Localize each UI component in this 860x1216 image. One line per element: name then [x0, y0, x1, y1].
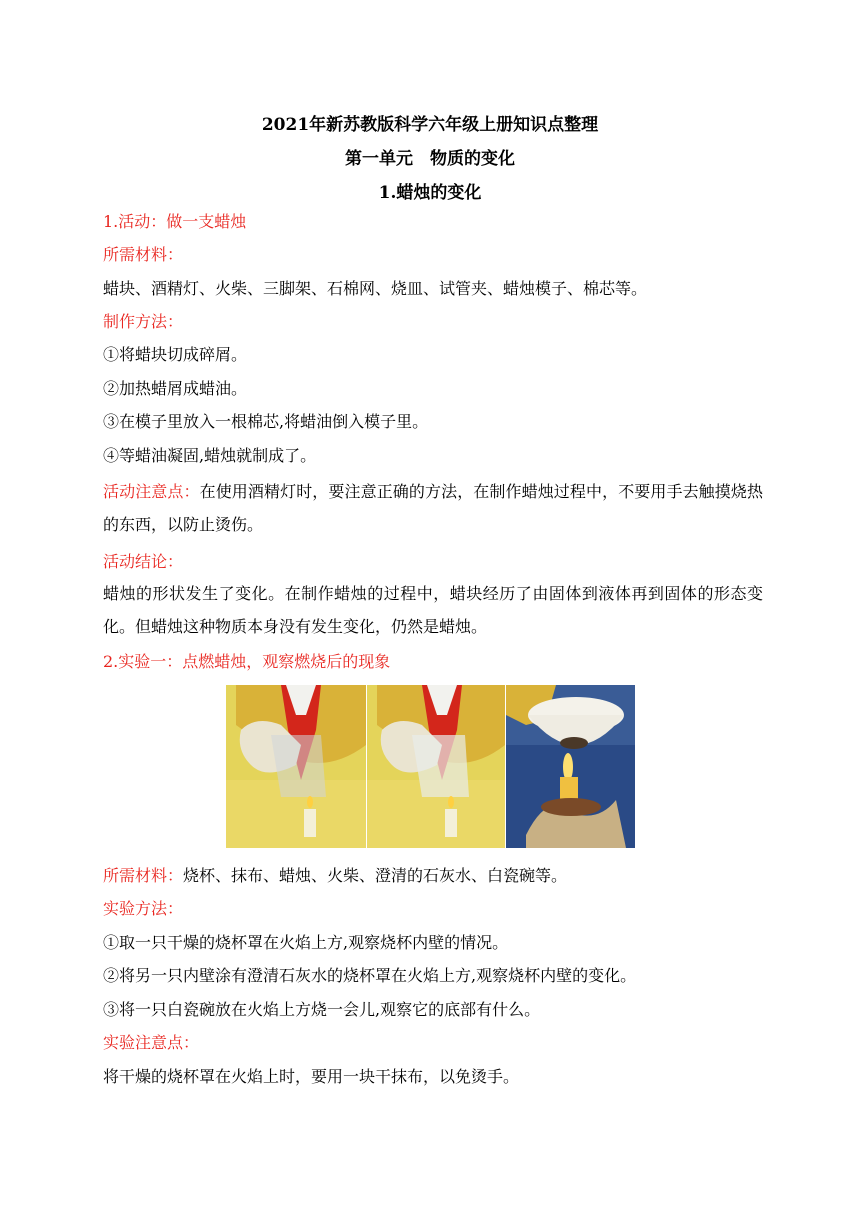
- experiment-step: ①取一只干燥的烧杯罩在火焰上方,观察烧杯内壁的情况。: [103, 933, 509, 952]
- experiment-caution-label: 实验注意点：: [103, 1033, 200, 1052]
- activity-conclusion-label: 活动结论：: [103, 552, 184, 571]
- beaker-over-candle-photo: [226, 685, 366, 848]
- lesson-heading: 1.蜡烛的变化: [378, 183, 482, 203]
- activity-step: ②加热蜡屑成蜡油。: [103, 379, 248, 398]
- experiment-materials-label: 所需材料：: [103, 866, 184, 885]
- activity-step: ③在模子里放入一根棉芯,将蜡油倒入模子里。: [103, 412, 429, 431]
- experiment-caution-text: 将干燥的烧杯罩在火焰上时，要用一块干抹布，以免烫手。: [103, 1067, 520, 1086]
- limewater-beaker-photo: [367, 685, 505, 848]
- activity-method-label: 制作方法：: [103, 312, 184, 331]
- activity-caution-text: 在使用酒精灯时，要注意正确的方法，在制作蜡烛过程中，不要用手去触摸烧热的东西，以防止烫伤。: [103, 482, 763, 534]
- activity-caution-label: 活动注意点：: [103, 482, 200, 501]
- experiment-heading: 2.实验一：点燃蜡烛，观察燃烧后的现象: [103, 652, 391, 671]
- experiment-step: ②将另一只内壁涂有澄清石灰水的烧杯罩在火焰上方,观察烧杯内壁的变化。: [103, 966, 637, 985]
- experiment-method-label: 实验方法：: [103, 899, 184, 918]
- experiment-step: ③将一只白瓷碗放在火焰上方烧一会儿,观察它的底部有什么。: [103, 1000, 541, 1019]
- unit-heading: 第一单元 物质的变化: [345, 149, 515, 169]
- activity-conclusion-text: 蜡烛的形状发生了变化。在制作蜡烛的过程中，蜡块经历了由固体到液体再到固体的形态变化。但蜡烛这种物质本身没有发生变化，仍然是蜡烛。: [103, 584, 763, 636]
- activity-step: ①将蜡块切成碎屑。: [103, 345, 248, 364]
- activity-materials-label: 所需材料：: [103, 245, 184, 264]
- document-title: 2021年新苏教版科学六年级上册知识点整理: [261, 115, 599, 135]
- experiment-materials: [103, 859, 763, 892]
- experiment-photos: [226, 685, 635, 848]
- experiment-materials-text: 烧杯、抹布、蜡烛、火柴、澄清的石灰水、白瓷碗等。: [183, 866, 568, 885]
- activity-materials-text: 蜡块、酒精灯、火柴、三脚架、石棉网、烧皿、试管夹、蜡烛模子、棉芯等。: [103, 279, 648, 298]
- activity-step: ④等蜡油凝固,蜡烛就制成了。: [103, 446, 317, 465]
- activity-caution: [103, 475, 763, 541]
- white-bowl-over-flame-photo: [506, 685, 635, 848]
- activity-heading: 1.活动：做一支蜡烛: [103, 212, 247, 231]
